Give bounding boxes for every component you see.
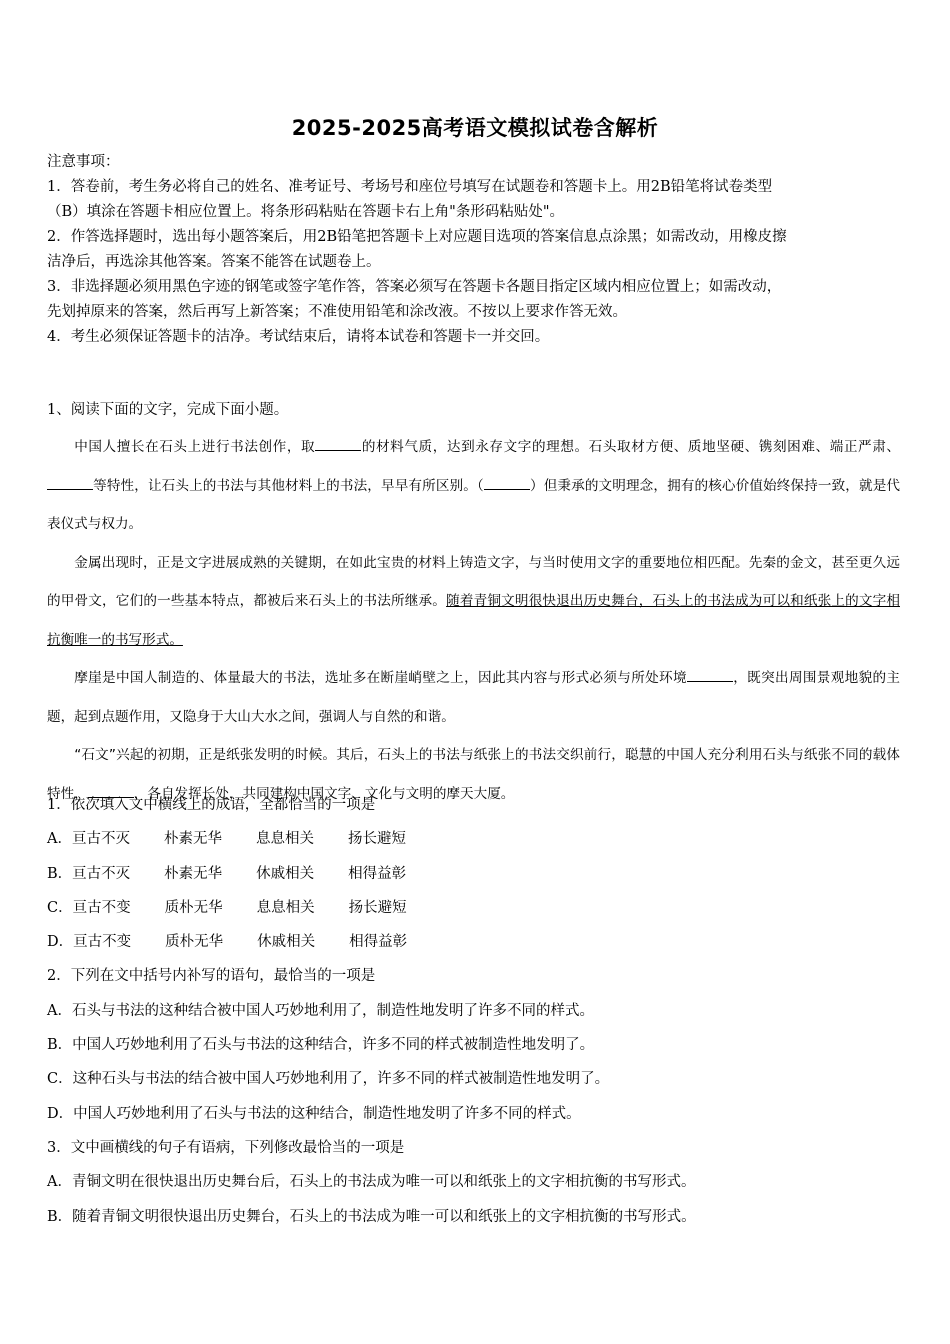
bracket-blank — [484, 475, 530, 490]
option-word: 扬长避短 — [347, 831, 406, 848]
passage-text: 等特性，让石头上的书法与其他材料上的书法，早早有所区别。（ — [93, 477, 484, 494]
notice-section — [47, 150, 907, 350]
option-word: 休戚相关 — [257, 934, 316, 951]
option-label: D． — [47, 1105, 74, 1122]
option-a[interactable] — [47, 822, 907, 856]
option-b[interactable] — [47, 1028, 907, 1062]
option-word: 亘古不灭 — [72, 865, 131, 882]
option-word: 质朴无华 — [164, 899, 223, 916]
option-text: 中国人巧妙地利用了石头与书法的这种结合，许多不同的样式被制造性地发明了。 — [72, 1037, 595, 1054]
option-word: 朴素无华 — [164, 865, 223, 882]
question-stem: 1．依次填入文中横线上的成语，全都恰当的一项是 — [47, 797, 376, 813]
option-word: 扬长避短 — [348, 899, 407, 916]
reading-passage — [47, 428, 900, 813]
option-word: 休戚相关 — [256, 865, 315, 882]
option-text: 石头与书法的这种结合被中国人巧妙地利用了，制造性地发明了许多不同的样式。 — [71, 1002, 594, 1019]
passage-text: ，各自发挥长处，共同建构中国文字、文化与文明的摩天大厦。 — [133, 785, 515, 802]
fill-blank-2 — [47, 475, 93, 490]
option-d[interactable] — [47, 1097, 907, 1131]
passage-text: “石文”兴起的初期，正是纸张发明的时候。其后，石头上的书法与纸张上的书法交织前行，聪慧的中国人充分利用石头与纸张不同的载体特性， — [47, 747, 900, 802]
option-label: C． — [47, 899, 73, 916]
passage-text: 金属出现时，正是文字进展成熟的关键期，在如此宝贵的材料上铸造文字，与当时使用文字的重要地位相匹配。先秦的金文，甚至更久远的甲骨文，它们的一些基本特点，都被后来石头上的书法所继承。 — [47, 554, 900, 609]
option-d[interactable] — [47, 925, 907, 959]
option-label: C． — [47, 1071, 73, 1088]
option-c[interactable] — [47, 891, 907, 925]
passage-paragraph-1 — [47, 428, 900, 544]
notice-line: 4．考生必须保证答题卡的洁净。考试结束后，请将本试卷和答题卡一并交回。 — [47, 329, 550, 345]
notice-line: 1．答卷前，考生务必将自己的姓名、准考证号、考场号和座位号填写在试题卷和答题卡上。用2B铅笔将试卷类型 — [47, 179, 773, 195]
option-a[interactable] — [47, 994, 907, 1028]
option-text: 这种石头与书法的结合被中国人巧妙地利用了，许多不同的样式被制造性地发明了。 — [72, 1071, 610, 1088]
question-stem: 3．文中画横线的句子有语病，下列修改最恰当的一项是 — [47, 1139, 405, 1156]
option-label: B． — [47, 1037, 73, 1054]
option-word: 相得益彰 — [348, 865, 407, 882]
option-word: 质朴无华 — [165, 934, 224, 951]
notice-line: 洁净后，再选涂其他答案。答案不能答在试题卷上。 — [47, 254, 381, 270]
option-label: A． — [47, 831, 72, 848]
option-b[interactable] — [47, 857, 907, 891]
notice-line: 3．非选择题必须用黑色字迹的钢笔或签字笔作答，答案必须写在答题卡各题目指定区域内相应位置上；如需改动， — [47, 279, 782, 295]
option-word: 息息相关 — [256, 899, 315, 916]
passage-paragraph-3 — [47, 659, 900, 736]
passage-text: 的材料气质，达到永存文字的理想。石头取材方便、质地坚硬、镌刻困难、端正严肃、 — [361, 439, 901, 455]
notice-line: （B）填涂在答题卡相应位置上。将条形码粘贴在答题卡右上角"条形码粘贴处"。 — [47, 204, 564, 220]
passage-paragraph-2 — [47, 544, 900, 660]
notice-line: 先划掉原来的答案，然后再写上新答案；不准使用铅笔和涂改液。不按以上要求作答无效。 — [47, 304, 627, 320]
option-c[interactable] — [47, 1062, 907, 1096]
fill-blank-1 — [315, 436, 361, 451]
option-word: 亘古不变 — [73, 934, 132, 951]
option-label: D． — [47, 934, 74, 951]
option-word: 亘古不变 — [72, 899, 131, 916]
option-text: 随着青铜文明很快退出历史舞台，石头上的书法成为唯一可以和纸张上的文字相抗衡的书写形式。 — [72, 1208, 696, 1225]
question-stem: 2．下列在文中括号内补写的语句，最恰当的一项是 — [47, 968, 376, 985]
option-text: 青铜文明在很快退出历史舞台后，石头上的书法成为唯一可以和纸张上的文字相抗衡的书写形式。 — [71, 1174, 696, 1191]
option-label: B． — [47, 865, 73, 882]
underlined-sentence: 随着青铜文明很快退出历史舞台，石头上的书法成为可以和纸张上的文字相抗衡唯一的书写形式。 — [47, 593, 900, 648]
option-label: B． — [47, 1208, 73, 1225]
option-word: 相得益彰 — [349, 934, 408, 951]
option-b[interactable] — [47, 1200, 907, 1234]
page-title: 2025-2025高考语文模拟试卷含解析 — [291, 116, 659, 140]
passage-text: ，既突出周围景观地貌的主题，起到点题作用，又隐身于大山大水之间，强调人与自然的和谐。 — [47, 670, 901, 725]
passage-text: ）但秉承的文明理念，拥有的核心价值始终保持一致，就是代表仪式与权力。 — [47, 477, 901, 532]
option-word: 息息相关 — [255, 831, 314, 848]
option-text: 中国人巧妙地利用了石头与书法的这种结合，制造性地发明了许多不同的样式。 — [73, 1105, 581, 1122]
option-label: A． — [47, 1174, 72, 1191]
passage-text: 摩崖是中国人制造的、体量最大的书法，选址多在断崖峭壁之上，因此其内容与形式必须与所处环境 — [74, 670, 687, 686]
option-word: 朴素无华 — [163, 831, 222, 848]
sub-questions — [47, 785, 907, 1234]
notice-line: 2．作答选择题时，选出每小题答案后，用2B铅笔把答题卡上对应题目选项的答案信息点涂黑；如需改动，用橡皮擦 — [47, 229, 787, 245]
question1-intro: 1、阅读下面的文字，完成下面小题。 — [47, 402, 289, 418]
notice-heading: 注意事项： — [47, 154, 120, 170]
passage-text: 中国人擅长在石头上进行书法创作，取 — [74, 439, 316, 455]
option-word: 亘古不灭 — [71, 831, 130, 848]
fill-blank-3 — [687, 667, 733, 682]
option-label: A． — [47, 1002, 72, 1019]
option-a[interactable] — [47, 1165, 907, 1199]
